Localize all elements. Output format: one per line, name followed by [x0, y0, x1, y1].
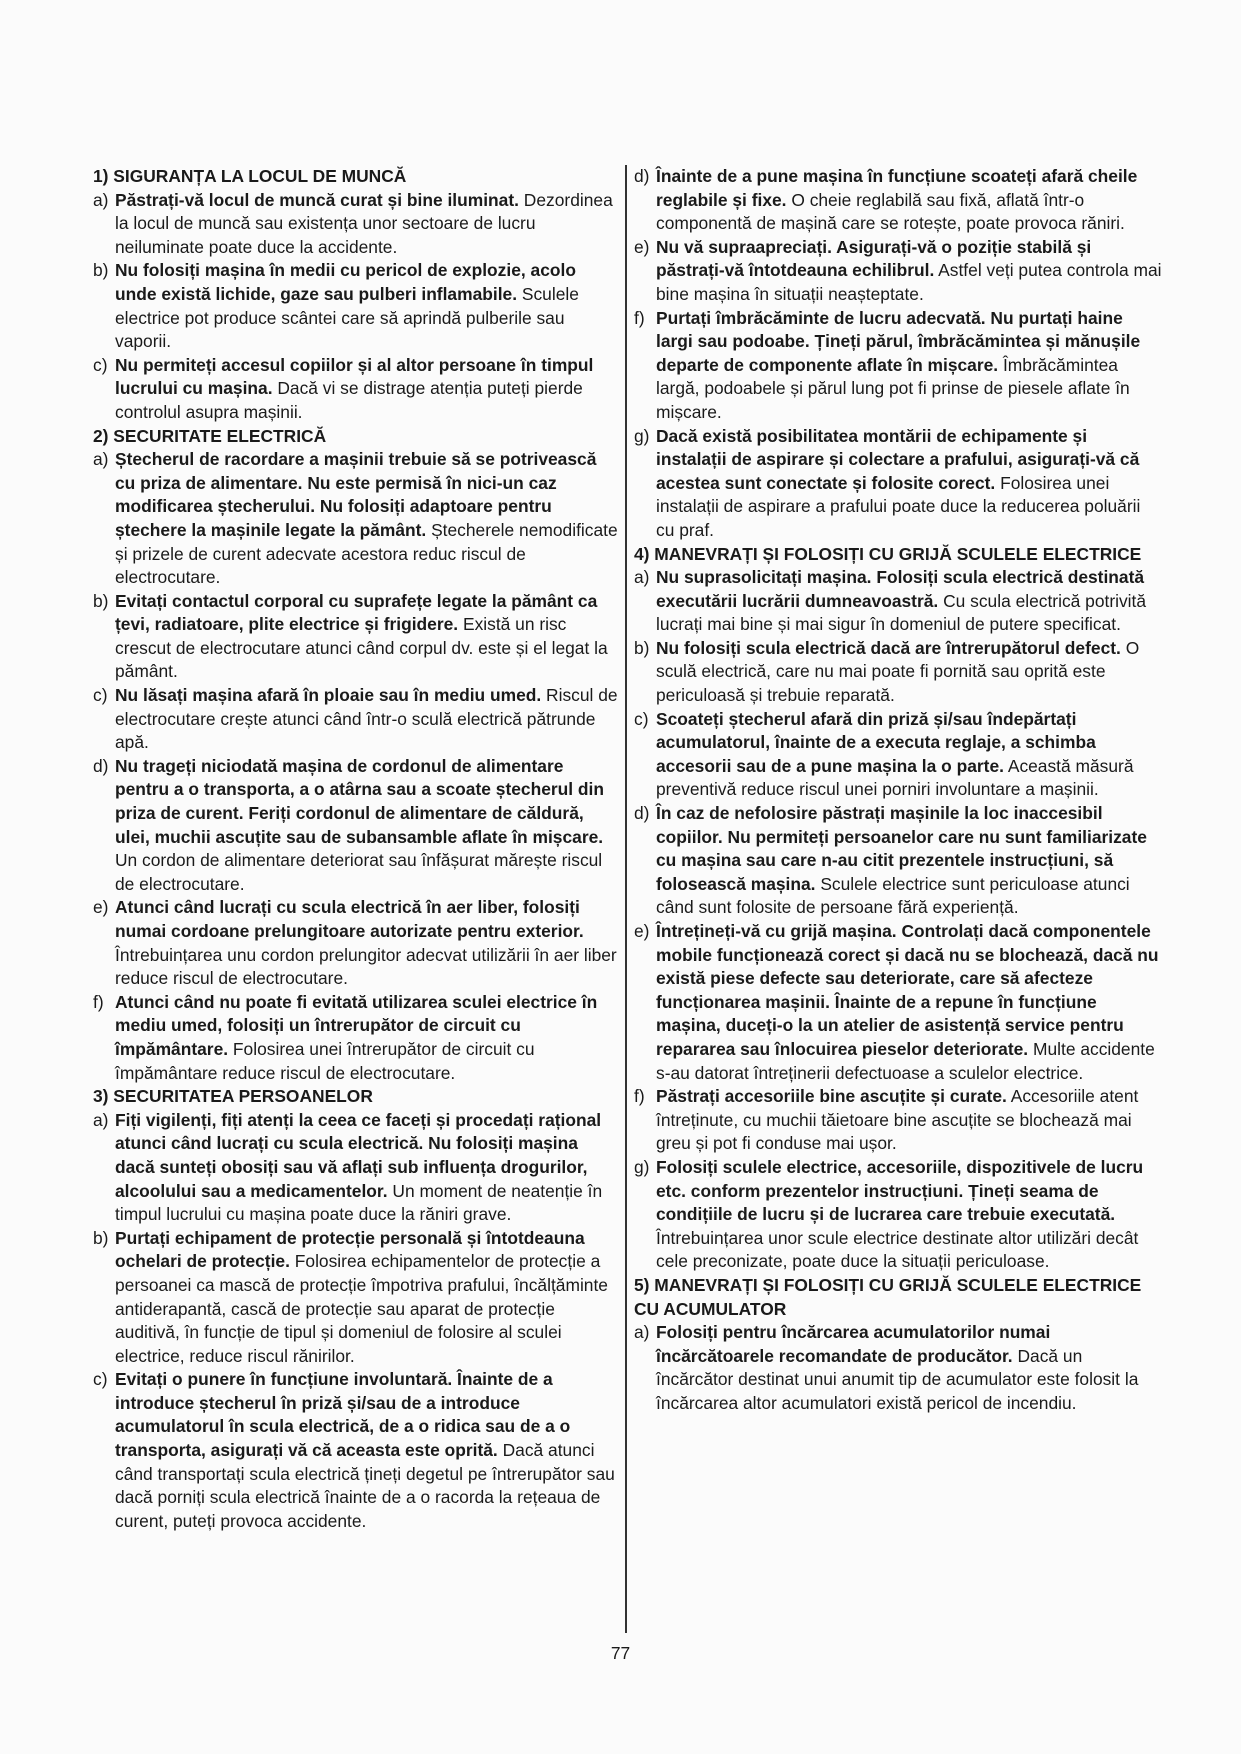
item-text: Riscul de electrocutare crește atunci când într-o sculă electrică pătrunde apă.	[115, 685, 618, 753]
item-text: Accesoriile atent întreținute, cu muchii tăietoare bine ascuțite se blochează mai greu și pot fi conduse mai ușor.	[656, 1086, 1139, 1154]
item-text: Dezordinea la locul de muncă sau existența unor sectoare de lucru neiluminate poate duce la accidente.	[115, 189, 613, 257]
item-bold-text: Nu folosiți mașina în medii cu pericol de explozie, acolo unde există lichide, gaze sau pulberi inflamabile.	[115, 260, 576, 304]
instruction-item	[93, 189, 618, 260]
item-letter: b)	[93, 260, 109, 281]
item-letter: g)	[634, 425, 650, 446]
item-text: O cheie reglabilă sau fixă, aflată într-o componentă de mașină care se rotește, poate provoca răniri.	[656, 189, 1125, 234]
item-letter: f)	[93, 991, 104, 1012]
instruction-item	[93, 896, 618, 990]
item-letter: a)	[634, 1322, 650, 1343]
item-text: Ștecherele nemodificate și prizele de curent adecvate acestora reduc riscul de electrocutare.	[115, 519, 618, 588]
item-bold-text: În caz de nefolosire păstrați mașinile la loc inaccesibil copiilor. Nu permiteți persoanelor care nu sunt familiarizate cu mașina sau care n-au citit prezentele instrucțiuni, să folosească mașina.	[656, 803, 1147, 894]
item-text: Îmbrăcămintea largă, podoabele și părul lung pot fi prinse de piesele aflate în mișcare.	[656, 354, 1130, 422]
item-text: Dacă vi se distrage atenția puteți pierde controlul asupra mașinii.	[115, 378, 583, 422]
instruction-item	[634, 307, 1162, 425]
item-letter: b)	[634, 637, 650, 658]
instruction-item	[634, 920, 1162, 1085]
instruction-item	[634, 165, 1162, 236]
item-bold-text: Păstrați-vă locul de muncă curat și bine iluminat.	[115, 189, 519, 210]
instruction-item	[93, 1368, 618, 1533]
item-bold-text: Nu trageți niciodată mașina de cordonul de alimentare pentru a o transporta, a o atârna sau a scoate ștecherul din priza de curent. Feriți cordonul de alimentare de căldură, ulei, muchii ascuțite sau de subansamble aflate în mișcare.	[115, 755, 605, 847]
instruction-item	[634, 708, 1162, 802]
instruction-item	[93, 590, 618, 684]
item-text: Această măsură preventivă reduce riscul unei porniri involuntare a mașinii.	[656, 755, 1134, 800]
item-text: Dacă un încărcător destinat unui anumit tip de acumulator este folosit la încărcarea altor acumulatori există pericol de incendiu.	[656, 1345, 1139, 1413]
item-letter: f)	[634, 307, 645, 328]
section-heading: 5) MANEVRAȚI ȘI FOLOSIȚI CU GRIJĂ SCULELE ELECTRICE CU ACUMULATOR	[634, 1274, 1142, 1319]
item-text: Folosirea unei întrerupător de circuit cu împământare reduce riscul de electrocutare.	[115, 1038, 535, 1083]
item-bold-text: Întrețineți-vă cu grijă mașina. Controlați dacă componentele mobile funcționează corect și dacă nu se blochează, dacă nu există piese defecte sau deteriorate, care să afecteze funcționarea mașinii. Înainte de a repune în funcțiune mașina, duceți-o la un atelier de asistență service pentru repararea sau înlocuirea pieselor deteriorate.	[656, 921, 1159, 1059]
item-letter: f)	[634, 1086, 645, 1107]
item-bold-text: Folosiți sculele electrice, accesoriile, dispozitivele de lucru etc. conform prezentelor instrucțiuni. Țineți seama de condițiile de lucru și de lucrarea care trebuie executată.	[656, 1156, 1144, 1225]
section-heading: 4) MANEVRAȚI ȘI FOLOSIȚI CU GRIJĂ SCULELE ELECTRICE	[634, 543, 1142, 564]
instruction-item	[634, 425, 1162, 543]
item-text: Sculele electrice pot produce scântei care să aprindă pulberile sau vaporii.	[115, 283, 579, 352]
item-bold-text: Atunci când nu poate fi evitată utilizarea sculei electrice în mediu umed, folosiți un întrerupător de circuit cu împământare.	[115, 991, 598, 1059]
item-text: Folosirea unei instalații de aspirare a prafului poate duce la reducerea poluării cu praf.	[656, 472, 1141, 540]
item-text: Folosirea echipamentelor de protecție a persoanei ca mască de protecție împotriva prafului, încălțăminte antiderapantă, cască de protecție sau aparat de protecție auditivă, în funcție de tipul și domeniul de folosire al sculei electrice, reduce riscul rănirilor.	[115, 1251, 608, 1366]
item-text: Multe accidente s-au datorat întreținerii defectuoase a sculelor electrice.	[656, 1038, 1155, 1083]
instruction-item	[93, 755, 618, 897]
instruction-item	[93, 448, 618, 590]
item-text: Cu scula electrică potrivită lucrați mai bine și mai sigur în domeniul de putere specificat.	[656, 590, 1147, 635]
item-text: Întrebuințarea unu cordon prelungitor adecvat utilizării în aer liber reduce riscul de electrocutare.	[115, 944, 617, 989]
instruction-item	[634, 1085, 1162, 1156]
item-bold-text: Evitați contactul corporal cu suprafețe legate la pământ ca țevi, radiatoare, plite electrice și frigidere.	[115, 590, 598, 635]
item-letter: c)	[93, 1369, 108, 1390]
item-text: Întrebuințarea unor scule electrice destinate altor utilizări decât cele preconizate, poate duce la situații periculoase.	[656, 1227, 1139, 1272]
item-bold-text: Ștecherul de racordare a mașinii trebuie să se potrivească cu priza de alimentare. Nu este permisă în nici-un caz modificarea ștecherului. Nu folosiți adaptoare pentru ștechere la mașinile legate la pământ.	[115, 449, 597, 540]
item-bold-text: Purtați echipament de protecție personală și întotdeauna ochelari de protecție.	[115, 1227, 585, 1272]
item-letter: c)	[93, 685, 108, 706]
item-letter: e)	[634, 236, 650, 257]
instruction-item	[634, 566, 1162, 637]
item-bold-text: Păstrați accesoriile bine ascuțite și curate.	[656, 1086, 1007, 1107]
item-letter: d)	[634, 803, 650, 824]
item-letter: d)	[93, 755, 109, 776]
instruction-item	[93, 1227, 618, 1369]
item-letter: e)	[634, 921, 650, 941]
column-divider	[625, 165, 627, 1633]
instruction-item	[634, 637, 1162, 708]
item-letter: d)	[634, 166, 650, 186]
item-text: Dacă atunci când transportați scula electrică țineți degetul pe întrerupător sau dacă porniți scula electrică înainte de a o racorda la rețeaua de curent, puteți provoca accidente.	[115, 1440, 615, 1531]
item-bold-text: Folosiți pentru încărcarea acumulatorilor numai încărcătoarele recomandate de producător.	[656, 1322, 1051, 1366]
item-bold-text: Scoateți ștecherul afară din priză și/sau îndepărtați acumulatorul, înainte de a executa reglaje, a schimba accesorii sau de a pune mașina la o parte.	[656, 708, 1096, 776]
item-text: Sculele electrice sunt periculoase atunci când sunt folosite de persoane fără experiență.	[656, 873, 1130, 918]
item-bold-text: Nu suprasolicitați mașina. Folosiți scula electrică destinată executării lucrării dumneavoastră.	[656, 567, 1145, 611]
item-letter: b)	[93, 1227, 109, 1248]
item-bold-text: Atunci când lucrați cu scula electrică în aer liber, folosiți numai cordoane prelungitoare autorizate pentru exterior.	[115, 897, 584, 941]
right-column	[634, 165, 1162, 1415]
instruction-item	[634, 802, 1162, 920]
item-letter: e)	[93, 897, 109, 918]
section-heading: 1) SIGURANȚA LA LOCUL DE MUNCĂ	[93, 166, 407, 186]
item-letter: g)	[634, 1156, 650, 1177]
item-bold-text: Dacă există posibilitatea montării de echipamente și instalații de aspirare și colectare a prafului, asigurați-vă că acestea sunt conectate și folosite corect.	[656, 425, 1140, 493]
item-letter: a)	[93, 1109, 109, 1130]
item-text: Există un risc crescut de electrocutare atunci când corpul dv. este și el legat la pământ.	[115, 614, 608, 682]
item-letter: b)	[93, 590, 109, 611]
instruction-item	[93, 684, 618, 755]
instruction-item	[634, 236, 1162, 307]
item-text: Astfel veți putea controla mai bine mașina în situații neașteptate.	[656, 260, 1162, 304]
item-bold-text: Înainte de a pune mașina în funcțiune scoateți afară cheile reglabile și fixe.	[656, 166, 1138, 210]
instruction-item	[634, 1156, 1162, 1274]
item-text: Un cordon de alimentare deteriorat sau înfășurat mărește riscul de electrocutare.	[115, 850, 603, 894]
item-bold-text: Evitați o punere în funcțiune involuntară. Înainte de a introduce ștecherul în priză și/sau de a introduce acumulatorul în scula electrică, de a o ridica sau de a o transporta, asigurați vă că aceasta este oprită.	[115, 1369, 571, 1461]
left-column	[93, 165, 618, 1533]
item-bold-text: Nu vă supraapreciați. Asigurați-vă o poziție stabilă și păstrați-vă întotdeauna echilibrul.	[656, 236, 1092, 281]
instruction-item	[93, 259, 618, 353]
item-bold-text: Fiți vigilenți, fiți atenți la ceea ce faceți și procedați rațional atunci când lucrați cu scula electrică. Nu folosiți mașina dacă sunteți obosiți sau vă aflați sub influența drogurilor, alcoolului sau a medicamentelor.	[115, 1109, 602, 1201]
item-bold-text: Nu lăsați mașina afară în ploaie sau în mediu umed.	[115, 685, 542, 706]
item-letter: c)	[634, 708, 649, 729]
item-letter: a)	[93, 189, 109, 210]
instruction-item	[634, 1321, 1162, 1415]
instruction-item	[93, 354, 618, 425]
item-letter: c)	[93, 354, 108, 375]
page-number: 77	[610, 1643, 631, 1663]
item-bold-text: Nu permiteți accesul copiilor și al altor persoane în timpul lucrului cu mașina.	[115, 354, 594, 399]
section-heading: 2) SECURITATE ELECTRICĂ	[93, 425, 327, 446]
item-bold-text: Purtați îmbrăcăminte de lucru adecvată. Nu purtați haine largi sau podoabe. Țineți părul, îmbrăcămintea și mănușile departe de componente aflate în mișcare.	[656, 307, 1141, 375]
item-text: Un moment de neatenție în timpul lucrului cu mașina poate duce la răniri grave.	[115, 1180, 603, 1225]
instruction-item	[93, 1109, 618, 1227]
item-bold-text: Nu folosiți scula electrică dacă are întrerupătorul defect.	[656, 637, 1121, 658]
item-letter: a)	[634, 567, 650, 588]
item-letter: a)	[93, 449, 109, 470]
instruction-item	[93, 991, 618, 1085]
item-text: O sculă electrică, care nu mai poate fi pornită sau oprită este periculoasă și trebuie reparată.	[656, 637, 1140, 706]
section-heading: 3) SECURITATEA PERSOANELOR	[93, 1086, 373, 1107]
